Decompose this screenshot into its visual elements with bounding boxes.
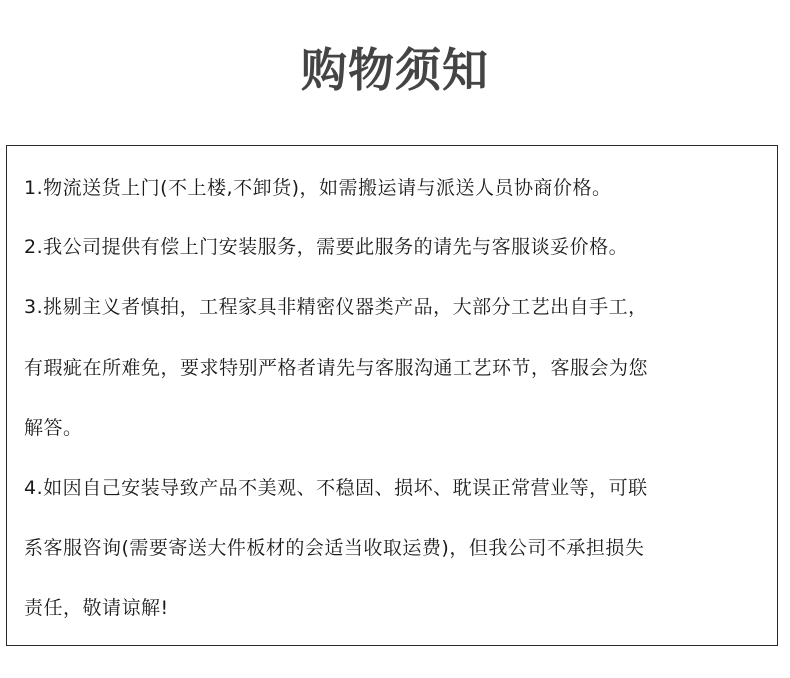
notice-line-3: 3.挑剔主义者慎拍，工程家具非精密仪器类产品，大部分工艺出自手工， <box>24 296 648 318</box>
notice-line-2: 2.我公司提供有偿上门安装服务，需要此服务的请先与客服谈妥价格。 <box>24 236 629 258</box>
notice-line-5: 解答。 <box>24 417 83 439</box>
notice-line-6: 4.如因自己安装导致产品不美观、不稳固、损坏、耽误正常营业等，可联 <box>24 477 648 499</box>
notice-line-1: 1.物流送货上门(不上楼,不卸货)，如需搬运请与派送人员协商价格。 <box>24 177 612 199</box>
notice-line-4: 有瑕疵在所难免，要求特别严格者请先与客服沟通工艺环节，客服会为您 <box>24 357 649 379</box>
notice-line-8: 责任，敬请谅解! <box>24 597 169 619</box>
page-title: 购物须知 <box>301 43 489 97</box>
notice-box <box>6 145 778 646</box>
notice-line-7: 系客服咨询(需要寄送大件板材的会适当收取运费)，但我公司不承担损失 <box>24 537 645 559</box>
